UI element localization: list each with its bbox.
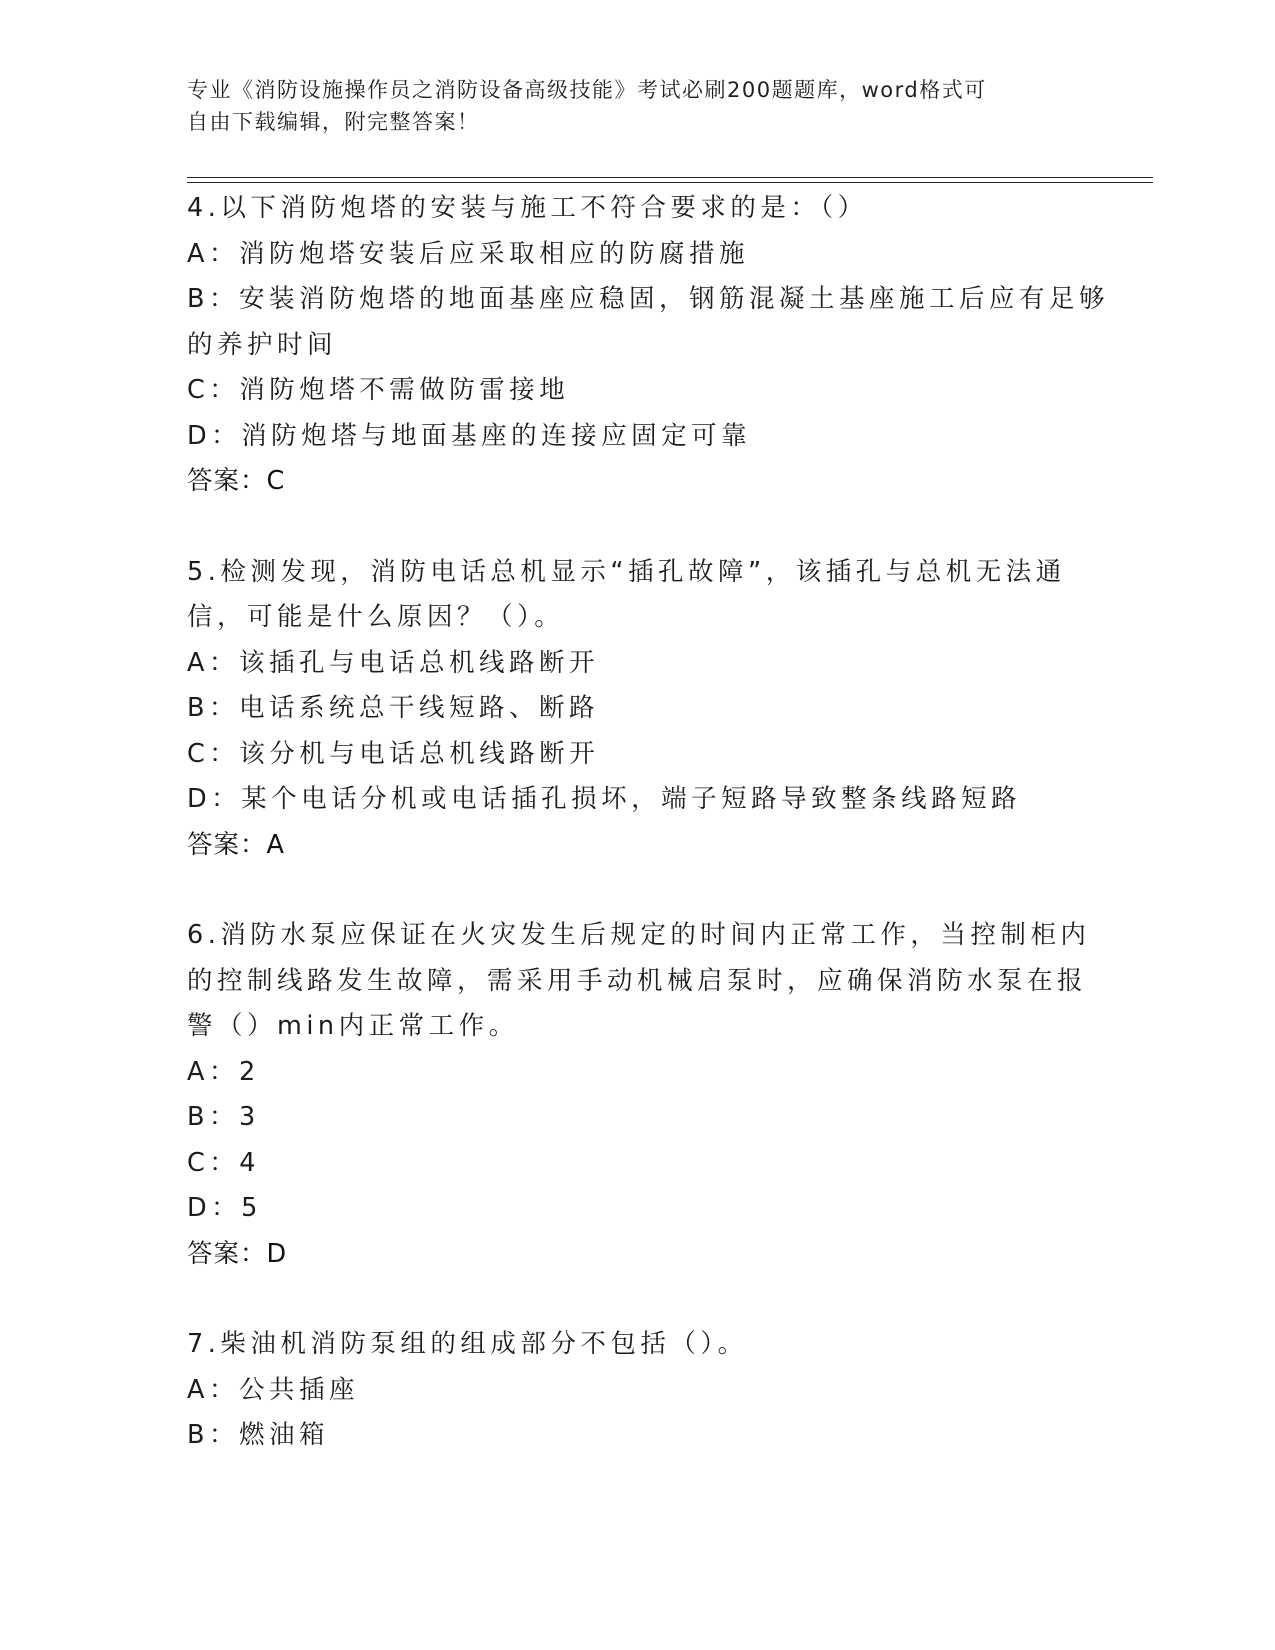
answer-option-line: A：该插孔与电话总机线路断开 <box>187 647 599 678</box>
question-stem-line: 5.检测发现，消防电话总机显示“插孔故障”，该插孔与总机无法通 <box>187 556 1066 587</box>
question-stem-line: 警（）min内正常工作。 <box>187 1011 519 1041</box>
question-stem-line: 4.以下消防炮塔的安装与施工不符合要求的是：（） <box>187 193 868 223</box>
answer-option-line: B：电话系统总干线短路、断路 <box>187 693 599 723</box>
answer-option-line: D：消防炮塔与地面基座的连接应固定可靠 <box>187 420 752 451</box>
answer-option-line: A：消防炮塔安装后应采取相应的防腐措施 <box>187 238 749 269</box>
answer-option-line: 的养护时间 <box>187 329 338 360</box>
question-list <box>187 186 1109 1459</box>
question-block <box>187 913 1091 1277</box>
header-line-2: 自由下载编辑，附完整答案！ <box>187 110 480 134</box>
answer-option-line: D：5 <box>187 1193 262 1223</box>
answer-option-line: B：燃油箱 <box>187 1420 329 1450</box>
answer-key: 答案：A <box>187 829 285 860</box>
answer-option-line: B：3 <box>187 1102 260 1132</box>
answer-key: 答案：C <box>187 466 286 496</box>
answer-option-line: C：消防炮塔不需做防雷接地 <box>187 375 570 405</box>
answer-option-line: B：安装消防炮塔的地面基座应稳固，钢筋混凝土基座施工后应有足够 <box>187 284 1109 314</box>
question-stem-line: 信，可能是什么原因？（）。 <box>187 602 565 632</box>
question-stem-line: 6.消防水泵应保证在火灾发生后规定的时间内正常工作，当控制柜内 <box>187 920 1091 950</box>
answer-option-line: C：该分机与电话总机线路断开 <box>187 738 600 769</box>
answer-option-line: C：4 <box>187 1147 261 1178</box>
header-line-1: 专业《消防设施操作员之消防设备高级技能》考试必刷200题题库，word格式可 <box>187 78 987 102</box>
document-header <box>187 74 1067 138</box>
header-divider-bottom <box>187 182 1153 183</box>
answer-option-line: D：某个电话分机或电话插孔损坏，端子短路导致整条线路短路 <box>187 784 1022 814</box>
answer-key: 答案：D <box>187 1238 288 1269</box>
question-stem-line: 的控制线路发生故障，需采用手动机械启泵时，应确保消防水泵在报 <box>187 965 1088 996</box>
question-block <box>187 186 1109 505</box>
answer-option-line: A：2 <box>187 1056 260 1087</box>
header-divider-top <box>187 177 1153 178</box>
question-block <box>187 550 1087 869</box>
answer-option-line: A：公共插座 <box>187 1374 359 1405</box>
question-stem-line: 7.柴油机消防泵组的组成部分不包括（）。 <box>187 1329 748 1359</box>
question-block <box>187 1322 1087 1459</box>
